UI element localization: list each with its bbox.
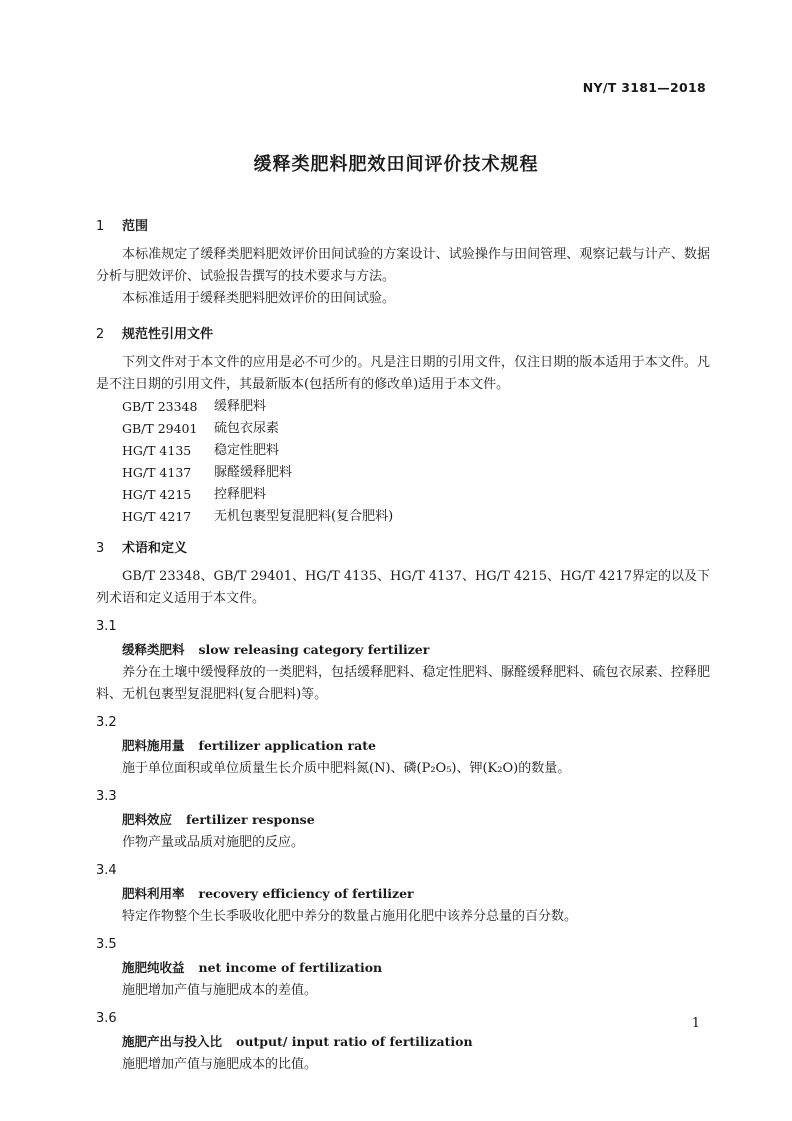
reference-name: 控释肥料 [214,487,267,502]
term-number: 3.3 [96,789,117,804]
term-heading [96,882,710,906]
term-heading [96,1030,710,1054]
paragraph: 本标准规定了缓释类肥料肥效评价田间试验的方案设计、试验操作与田间管理、观察记载与计产、数据分析与肥效评价、试验报告撰写的技术要求与方法。 [96,247,710,284]
document-title: 缓释类肥料肥效田间评价技术规程 [253,154,539,175]
term-number: 3.5 [96,937,117,952]
reference-name: 缓释肥料 [214,399,267,414]
term-definition: 施于单位面积或单位质量生长介质中肥料氮(N)、磷(P₂O₅)、钾(K₂O)的数量。 [122,761,571,776]
reference-code: GB/T 23348 [122,399,198,414]
normative-reference [96,396,710,418]
section-3-heading [96,538,710,560]
normative-reference [96,418,710,440]
reference-code: HG/T 4135 [122,443,192,458]
reference-name: 稳定性肥料 [214,443,280,458]
normative-reference [96,462,710,484]
normative-reference [96,440,710,462]
term-definition: 施肥增加产值与施肥成本的差值。 [122,983,318,998]
term-english: output/ input ratio of fertilization [236,1034,473,1049]
term-definition: 特定作物整个生长季吸收化肥中养分的数量占施用化肥中该养分总量的百分数。 [122,909,578,924]
section-2-heading [96,324,710,346]
term-chinese: 肥料利用率 [122,886,185,901]
term-chinese: 施肥产出与投入比 [122,1034,223,1049]
reference-name: 硫包衣尿素 [214,421,280,436]
section-1-heading [96,216,710,238]
section-number: 1 [96,219,105,234]
term-number: 3.1 [96,619,117,634]
term-number: 3.6 [96,1011,117,1026]
term-english: fertilizer response [186,812,315,827]
term-heading [96,638,710,662]
document-body [96,206,710,1076]
page-number: 1 [691,1016,700,1031]
reference-code: GB/T 29401 [122,421,198,436]
term-english: recovery efficiency of fertilizer [198,886,414,901]
section-number: 2 [96,327,105,342]
paragraph: 下列文件对于本文件的应用是必不可少的。凡是注日期的引用文件，仅注日期的版本适用于本文件。凡是不注日期的引用文件，其最新版本(包括所有的修改单)适用于本文件。 [96,355,710,392]
section-title: 规范性引用文件 [122,327,214,342]
reference-code: HG/T 4215 [122,487,192,502]
term-heading [96,734,710,758]
term-english: net income of fertilization [198,960,383,975]
term-heading [96,956,710,980]
term-chinese: 缓释类肥料 [122,642,185,657]
reference-code: HG/T 4217 [122,509,192,524]
term-heading [96,808,710,832]
reference-name: 无机包裹型复混肥料(复合肥料) [214,509,394,524]
term-chinese: 肥料效应 [122,812,173,827]
term-chinese: 施肥纯收益 [122,960,185,975]
normative-reference [96,484,710,506]
term-english: slow releasing category fertilizer [198,642,430,657]
reference-name: 脲醛缓释肥料 [214,465,293,480]
term-definition: 作物产量或品质对施肥的反应。 [122,835,305,850]
reference-code: HG/T 4137 [122,465,192,480]
term-english: fertilizer application rate [198,738,376,753]
section-title: 范围 [122,219,149,234]
term-number: 3.2 [96,715,117,730]
term-definition: 施肥增加产值与施肥成本的比值。 [122,1057,318,1072]
paragraph: GB/T 23348、GB/T 29401、HG/T 4135、HG/T 4137、HG/T 4215、HG/T 4217界定的以及下列术语和定义适用于本文件。 [96,569,710,606]
term-definition: 养分在土壤中缓慢释放的一类肥料，包括缓释肥料、稳定性肥料、脲醛缓释肥料、硫包衣尿素、控释肥料、无机包裹型复混肥料(复合肥料)等。 [96,665,710,702]
term-chinese: 肥料施用量 [122,738,185,753]
section-title: 术语和定义 [122,541,188,556]
paragraph: 本标准适用于缓释类肥料肥效评价的田间试验。 [122,291,396,306]
term-number: 3.4 [96,863,117,878]
section-number: 3 [96,541,105,556]
standard-id: NY/T 3181—2018 [582,80,706,95]
normative-reference [96,506,710,528]
